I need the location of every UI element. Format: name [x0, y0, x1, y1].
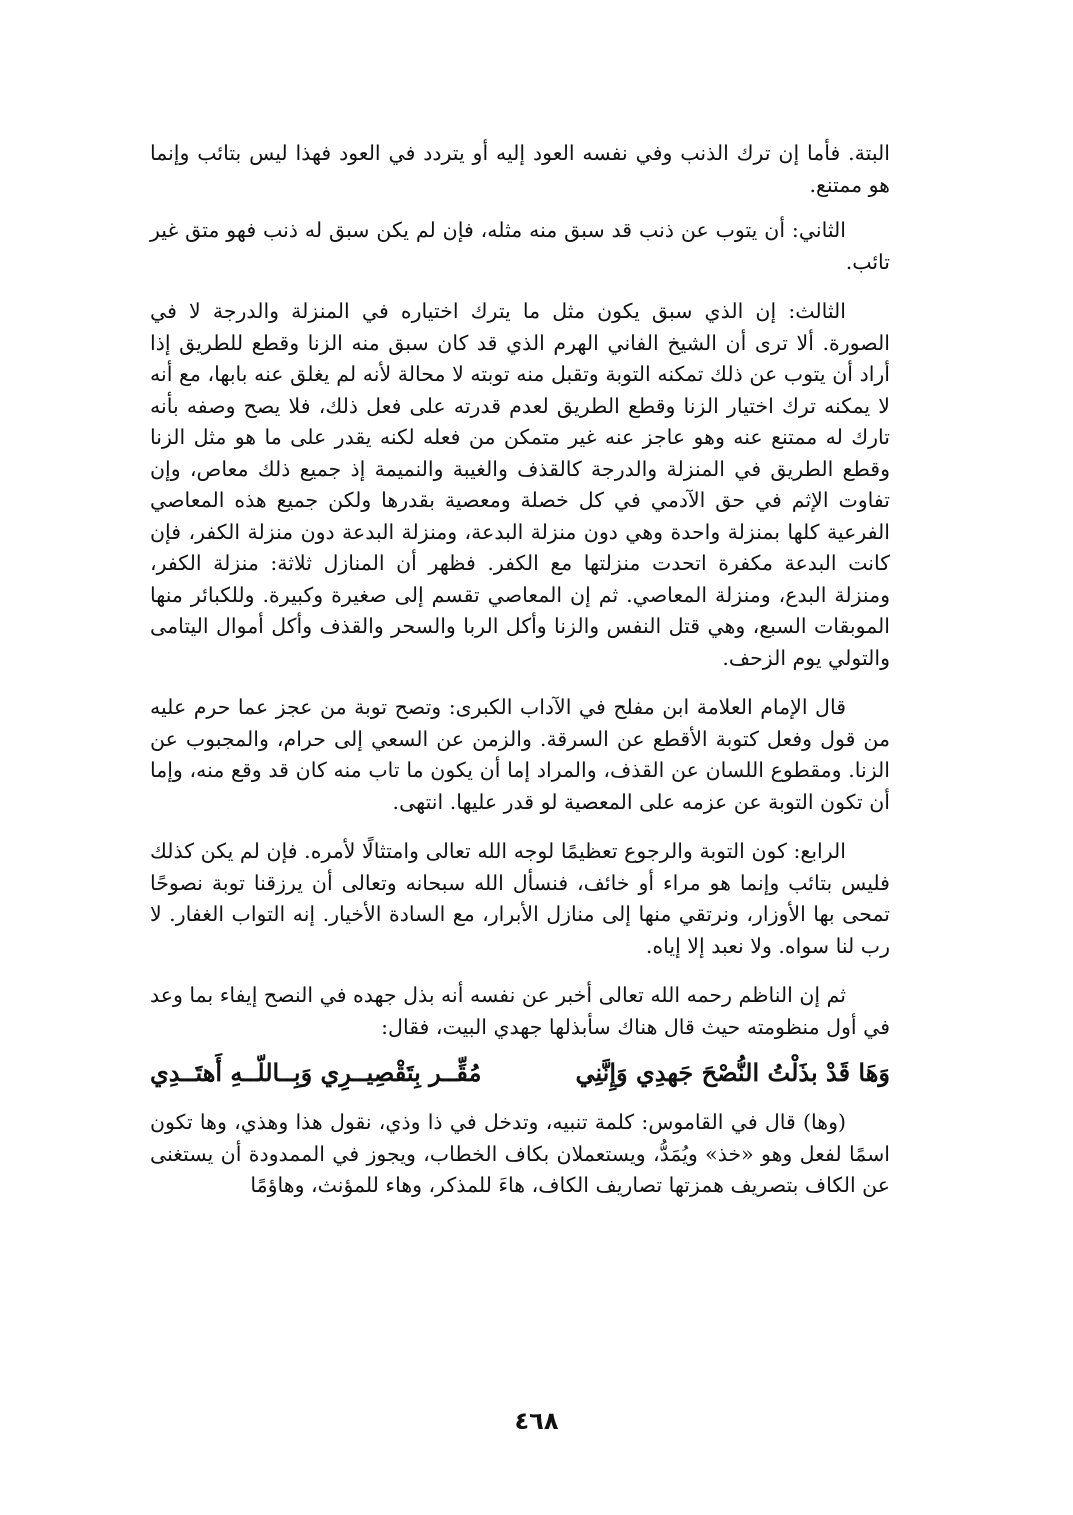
- poem-verse: [150, 1053, 890, 1093]
- paragraph-fourth-condition: الرابع: كون التوبة والرجوع تعظيمًا لوجه الله تعالى وامتثالًا لأمره. فإن لم يكن كذلك فليس بتائب وإنما هو مراء أو خائف، فنسأل الله سبحانه وتعالى أن يرزقنا توبة نصوحًا تمحى بها الأوزار، ونرتقي منها إلى منازل الأبرار، مع السادة الأخيار. إنه التواب الغفار. لا رب لنا سواه. ولا نعبد إلا إياه.: [150, 839, 890, 958]
- paragraph-ibn-muflih-quote: قال الإمام العلامة ابن مفلح في الآداب الكبرى: وتصح توبة من عجز عما حرم عليه من قول وفعل كتوبة الأقطع عن السرقة. والزمن عن السعي إلى حرام، والمجبوب عن الزنا. ومقطوع اللسان عن القذف، والمراد إما أن يكون ما تاب منه كان قد وقع منه، وإما أن تكون التوبة عن عزمه على المعصية لو قدر عليها. انتهى.: [150, 695, 890, 814]
- paragraph-poet-statement: ثم إن الناظم رحمه الله تعالى أخبر عن نفسه أنه بذل جهده في النصح إيفاء بما وعد في أول منظومته حيث قال هناك سأبذلها جهدي البيت، فقال:: [150, 983, 890, 1039]
- paragraph-third-condition: الثالث: إن الذي سبق يكون مثل ما يترك اختياره في المنزلة والدرجة لا في الصورة. ألا ترى أن الشيخ الفاني الهرم الذي قد كان سبق منه الزنا وقطع للطريق إذا أراد أن يتوب عن ذلك تمكنه التوبة وتقبل منه توبته لا محالة لأنه لم يغلق عنه بابها، مع أنه لا يمكنه ترك اختيار الزنا وقطع الطريق لعدم قدرته على فعل ذلك، فلا يصح وصفه بأنه تارك له ممتنع عنه وهو عاجز عنه غير متمكن من فعله لكنه يقدر على ما هو مثل الزنا وقطع الطريق في المنزلة والدرجة كالقذف والغيبة والنميمة إذ جميع ذلك معاص، وإن تفاوت الإثم في حق الآدمي في كل خصلة ومعصية بقدرها ولكن جميع هذه المعاصي الفرعية كلها بمنزلة واحدة وهي دون منزلة البدعة، ومنزلة البدعة دون منزلة الكفر، فإن كانت البدعة مكفرة اتحدت منزلتها مع الكفر. فظهر أن المنازل ثلاثة: منزلة الكفر، ومنزلة البدع، ومنزلة المعاصي. ثم إن المعاصي تقسم إلى صغيرة وكبيرة. وللكبائر منها الموبقات السبع، وهي قتل النفس والزنا وأكل الربا والسحر والقذف وأكل أموال اليتامى والتولي يوم الزحف.: [150, 299, 890, 670]
- paragraph-second-condition: الثاني: أن يتوب عن ذنب قد سبق منه مثله، فإن لم يكن سبق له ذنب فهو متق غير تائب.: [150, 218, 890, 274]
- paragraph-commentary: (وها) قال في القاموس: كلمة تنبيه، وتدخل في ذا وذي، نقول هذا وهذي، وها تكون اسمًا لفعل وهو «خذ» ويُمَدُّ، ويستعملان بكاف الخطاب، ويجوز في الممدودة أن يستغنى عن الكاف بتصريف همزتها تصاريف الكاف، هاءَ للمذكر، وهاء للمؤنث، وهاؤمًا: [150, 1110, 890, 1197]
- verse-second-hemistich: مُقِّــر بِتَقْصِيــرِي وَبِــاللّــهِ أَهتَــدِي: [150, 1058, 482, 1087]
- page-body: [150, 138, 890, 1202]
- paragraph-continuation: البتة. فأما إن ترك الذنب وفي نفسه العود إليه أو يتردد في العود فهذا ليس بتائب وإنما هو ممتنع.: [150, 141, 890, 197]
- page-number: ٤٦٨: [514, 1407, 559, 1435]
- verse-first-hemistich: وَهَا قَدْ بذَلْتُ النُّصْحَ جَهدِي وَإِنَّنِي: [575, 1058, 890, 1087]
